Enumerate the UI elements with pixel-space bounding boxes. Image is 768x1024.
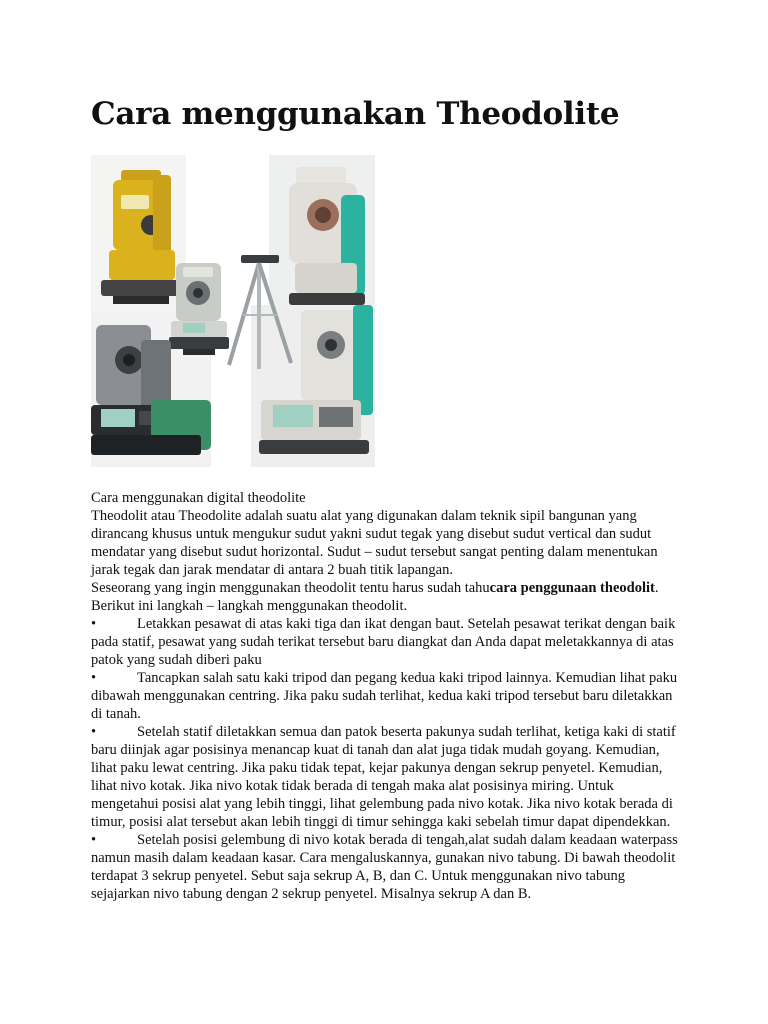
lead-text-start: Seseorang yang ingin menggunakan theodolit tentu harus sudah tahu <box>91 580 490 596</box>
bullet-icon: • <box>91 616 97 632</box>
step-text: Setelah posisi gelembung di nivo kotak berada di tengah,alat sudah dalam keadaan waterpass namun masih dalam keadaan kasar. Cara mengaluskannya, gunakan nivo tabung. Di bawah theodolit terdapat 3 sekrup penyetel. Sebut saja sekrup A, B, dan C. Untuk menggunakan nivo tabung sejajarkan nivo tabung dengan 2 sekrup penyetel. Misalnya sekrup A dan B. <box>91 832 678 902</box>
page-title: Cara menggunakan Theodolite <box>91 96 620 132</box>
bullet-icon: • <box>91 724 97 740</box>
bullet-icon: • <box>91 832 97 848</box>
list-item <box>91 831 681 903</box>
step-text: Tancapkan salah satu kaki tripod dan pegang kedua kaki tripod lainnya. Kemudian lihat paku dibawah menggunakan centring. Jika paku sudah terlihat, kedua kaki tripod tersebut baru diletakkan di tanah. <box>91 670 678 722</box>
theodolite-collage-image <box>91 155 375 467</box>
lead-text-end: . Berikut ini langkah – langkah menggunakan theodolit. <box>91 580 659 614</box>
list-item <box>91 723 681 831</box>
step-text: Letakkan pesawat di atas kaki tiga dan ikat dengan baut. Setelah pesawat terikat dengan baik pada statif, pesawat yang sudah terikat tersebut baru diangkat dan Anda dapat meletakkannya di atas patok yang sudah diberi paku <box>91 616 676 668</box>
lead-bold-text: cara penggunaan theodolit <box>489 580 655 596</box>
teal-theodolite-illustration <box>289 167 365 305</box>
lead-paragraph <box>91 579 681 615</box>
bullet-icon: • <box>91 670 97 686</box>
yellow-theodolite-illustration <box>101 170 181 304</box>
list-item <box>91 615 681 669</box>
article-body <box>91 489 681 903</box>
list-item <box>91 669 681 723</box>
subheading: Cara menggunakan digital theodolite <box>91 490 306 506</box>
intro-paragraph: Theodolit atau Theodolite adalah suatu alat yang digunakan dalam teknik sipil bangunan yang dirancang khusus untuk mengukur sudut yakni sudut tegak yang disebut sudut vertical dan sudut mendatar yang disebut sudut horizontal. Sudut – sudut tersebut sangat penting dalam menentukan jarak tegak dan jarak mendatar di antara 2 buah titik lapangan. <box>91 508 658 578</box>
step-text: Setelah statif diletakkan semua dan patok beserta pakunya sudah terlihat, ketiga kaki di statif baru diinjak agar posisinya menancap kuat di tanah dan alat juga tidak mudah goyang. Kemudian, lihat paku lewat centring. Jika paku tidak tepat, kejar pakunya dengan sekrup penyetel. Kemudian, lihat nivo kotak. Jika nivo kotak tidak berada di tengah maka alat posisinya miring. Untuk mengetahui posisi alat yang lebih tinggi, lihat gelembung pada nivo kotak. Jika nivo kotak berada di timur, posisi alat tersebut akan lebih tinggi di timur sehingga kaki sebelah timur dapat dipendekkan. <box>91 724 676 830</box>
